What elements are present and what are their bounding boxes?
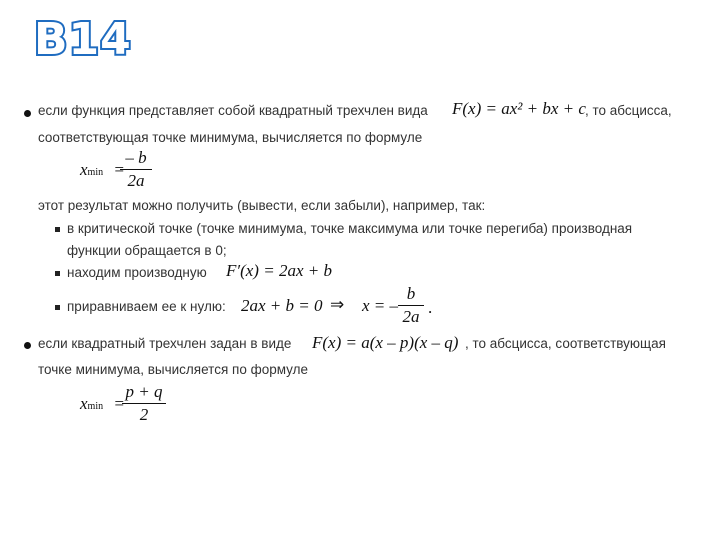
step1-line2: функции обращается в 0; [67,243,227,258]
implies-arrow: ⇒ [330,295,345,314]
bullet-2 [24,342,31,349]
step3-equation: 2ax + b = 0 [241,296,323,315]
step2-text: находим производную [67,265,207,280]
step2-formula: F′(x) = 2ax + b [226,261,332,280]
item1-formula: F(x) = ax² + bx + c [452,99,586,118]
step3-dot: . [428,298,433,317]
bullet-1 [24,110,31,117]
item2-formula: F(x) = a(x – p)(x – q) [312,333,459,352]
item1-line2: соответствующая точке минимума, вычисляется по формуле [38,130,423,145]
item1-text-before: если функция представляет собой квадратный трехчлен вида [38,103,428,118]
item2-xmin: xmin = [80,394,125,413]
item2-text-before: если квадратный трехчлен задан в виде [38,336,292,351]
sub-bullet-2 [55,271,60,276]
step3-text: приравниваем ее к нулю: [67,299,226,314]
sub-bullet-3 [55,305,60,310]
item1-xmin: xmin = [80,160,125,179]
derivation-intro: этот результат можно получить (вывести, если забыли), например, так: [38,198,486,213]
slide-title: В14 [34,14,132,65]
item1-text-after: , то абсцисса, [585,103,672,118]
step1-line1: в критической точке (точке минимума, точке максимума или точке перегиба) производная [67,221,633,236]
item2-fraction: p + q 2 [122,382,166,425]
step3-fraction: b 2a [398,284,424,327]
item2-text-after: , то абсцисса, соответствующая [465,336,666,351]
item1-fraction: – b 2a [120,148,152,191]
step3-x: x = – [362,296,399,315]
sub-bullet-1 [55,227,60,232]
item2-line2: точке минимума, вычисляется по формуле [38,362,308,377]
